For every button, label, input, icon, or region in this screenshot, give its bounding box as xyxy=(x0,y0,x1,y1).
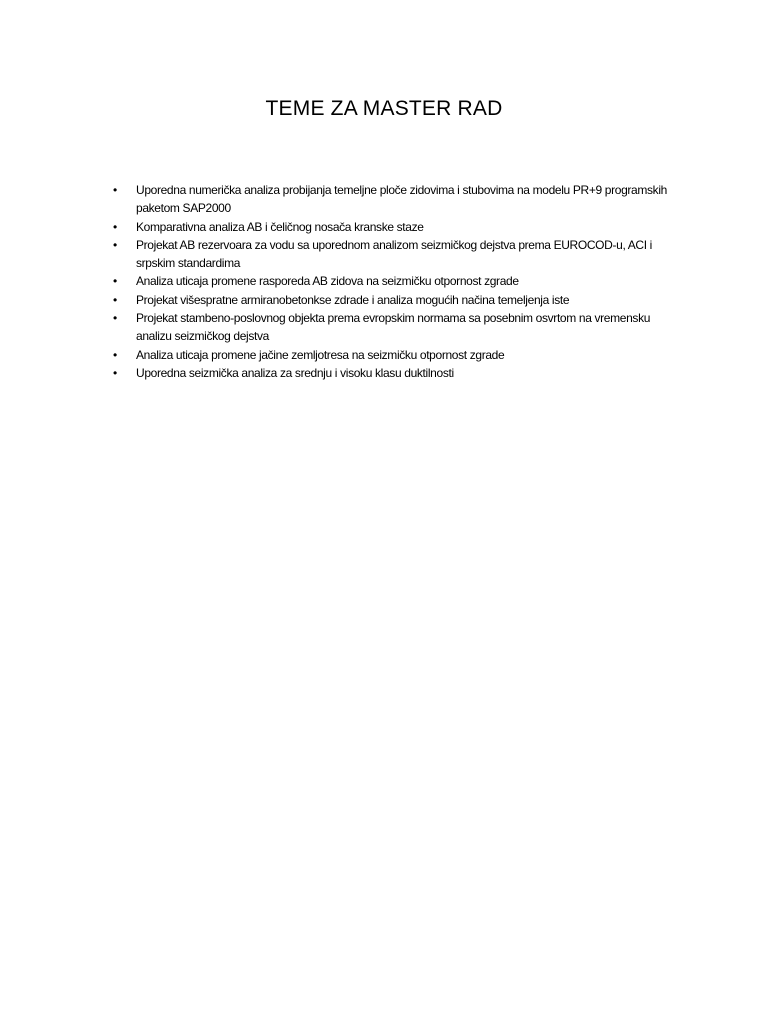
list-item xyxy=(113,236,673,273)
topic-text: Analiza uticaja promene rasporeda AB zidova na seizmičku otpornost zgrade xyxy=(136,274,519,289)
bullet-icon: • xyxy=(113,311,117,326)
list-item xyxy=(113,291,673,309)
topic-text: Projekat AB rezervoara za vodu sa uporednom analizom seizmičkog dejstva prema EUROCOD-u, ACI i srpskim standardima xyxy=(136,237,653,271)
topic-text: Analiza uticaja promene jačine zemljotresa na seizmičku otpornost zgrade xyxy=(136,347,505,362)
list-item xyxy=(113,364,673,382)
topic-text: Uporedna numerička analiza probijanja temeljne ploče zidovima i stubovima na modelu PR+9 programskih paketom SAP2000 xyxy=(136,183,667,216)
topic-text: Projekat stambeno-poslovnog objekta prema evropskim normama sa posebnim osvrtom na vremensku analizu seizmičkog dejstva xyxy=(136,311,651,344)
bullet-icon: • xyxy=(113,365,117,380)
bullet-icon: • xyxy=(113,183,117,197)
list-item xyxy=(113,218,673,236)
bullet-icon: • xyxy=(113,219,117,234)
list-item xyxy=(113,181,673,218)
bullet-icon: • xyxy=(113,292,117,307)
topic-text: Projekat višespratne armiranobetonkse zdrade i analiza mogućih načina temeljenja iste xyxy=(136,292,570,307)
list-item xyxy=(113,272,673,290)
topic-text: Komparativna analiza AB i čeličnog nosača kranske staze xyxy=(136,219,424,234)
bullet-icon: • xyxy=(113,347,117,362)
bullet-icon: • xyxy=(113,274,117,289)
document-title: TEME ZA MASTER RAD xyxy=(265,97,503,120)
list-item xyxy=(113,309,673,346)
topic-text: Uporedna seizmička analiza za srednju i visoku klasu duktilnosti xyxy=(136,365,454,380)
topic-list xyxy=(113,181,673,382)
list-item xyxy=(113,346,673,364)
bullet-icon: • xyxy=(113,237,117,252)
